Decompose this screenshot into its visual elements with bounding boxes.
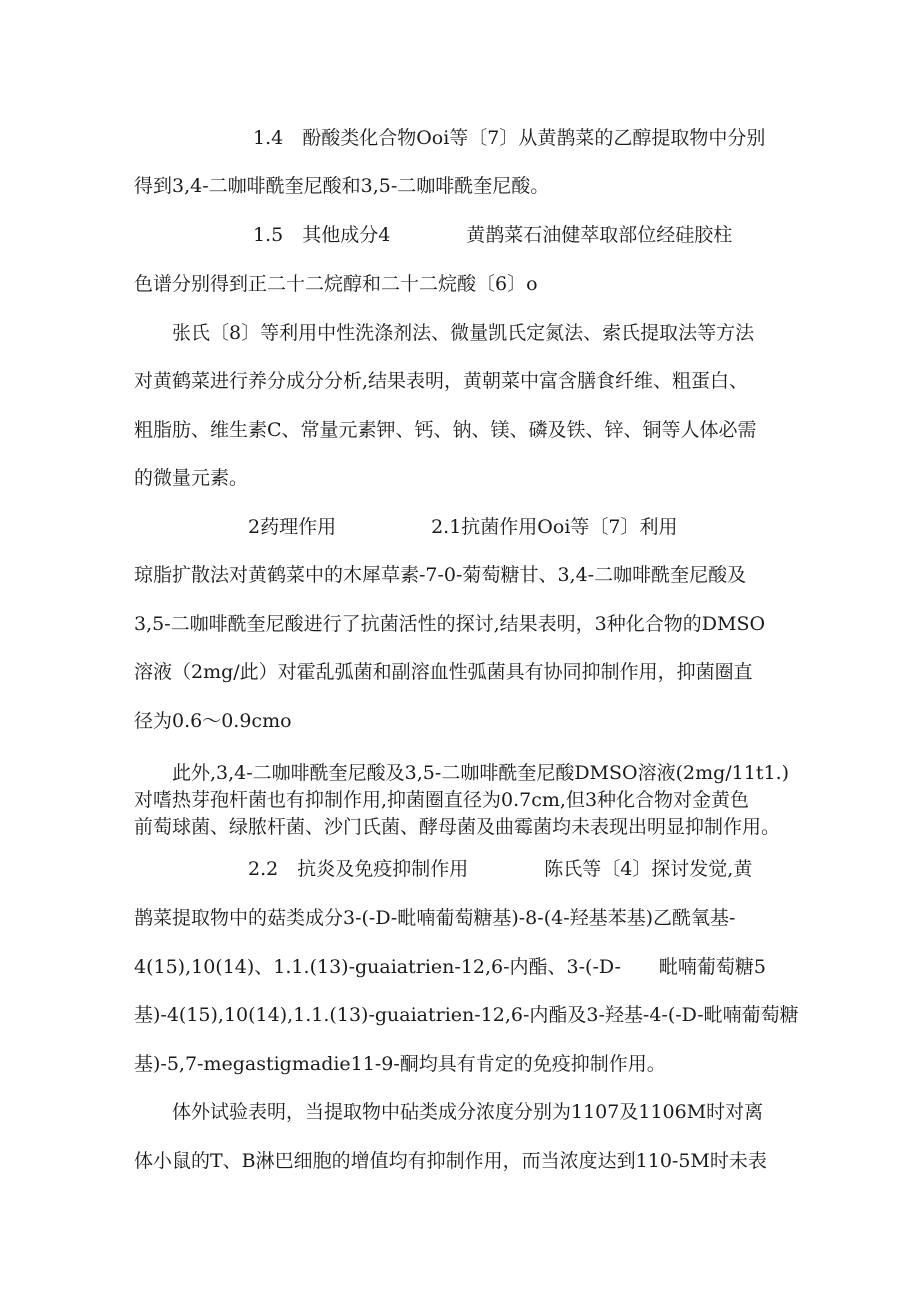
text-line-2: 得到3,4-二咖啡酰奎尼酸和3,5-二咖啡酰奎尼酸。 [134,175,550,197]
text-line-17: 2.2 抗炎及免疫抑制作用 陈氏等〔4〕探讨发觉,黄 [248,858,753,880]
text-line-12: 溶液（2mg/此）对霍乱弧菌和副溶血性弧菌具有协同抑制作用，抑菌圈直 [134,661,753,683]
text-line-16: 前萄球菌、绿脓杆菌、沙门氏菌、酵母菌及曲霉菌均未表现出明显抑制作用。 [134,816,781,838]
text-line-1: 1.4 酚酸类化合物Ooi等〔7〕从黄鹊菜的乙醇提取物中分别 [253,127,766,149]
text-line-6: 对黄鹤菜进行养分成分分析,结果表明，黄朝菜中富含膳食纤维、粗蛋白、 [134,370,749,392]
text-line-9: 2药理作用 2.1抗菌作用Ooi等〔7〕利用 [248,516,678,538]
text-line-19: 4(15),10(14)、1.1.(13)-guaiatrien-12,6-内酯、3-(-D- 毗喃葡萄糖5 [134,956,766,978]
text-line-20: 基)-4(15),10(14),1.1.(13)-guaiatrien-12,6-内酯及3-羟基-4-(-D-毗喃葡萄糖 [134,1004,799,1026]
text-line-15: 对嗜热芽孢杆菌也有抑制作用,抑菌圈直径为0.7cm,但3种化合物对金黄色 [134,789,750,811]
text-line-11: 3,5-二咖啡酰奎尼酸进行了抗菌活性的探讨,结果表明，3种化合物的DMSO [134,613,766,635]
text-line-3: 1.5 其他成分4 黄鹊菜石油健萃取部位经硅胶柱 [253,224,733,246]
text-line-21: 基)-5,7-megastigmadie11-9-酮均具有肯定的免疫抑制作用。 [134,1053,666,1075]
text-line-10: 琼脂扩散法对黄鹤菜中的木犀草素-7-0-菊萄糖甘、3,4-二咖啡酰奎尼酸及 [134,564,747,586]
text-line-8: 的微量元素。 [134,467,249,489]
text-line-23: 体小鼠的T、B淋巴细胞的增值均有抑制作用，而当浓度达到110-5M时未表 [134,1150,767,1172]
text-line-7: 粗脂肪、维生素C、常量元素钾、钙、钠、镁、磷及铁、锌、铜等人体必需 [134,419,757,441]
text-line-14: 此外,3,4-二咖啡酰奎尼酸及3,5-二咖啡酰奎尼酸DMSO溶液(2mg/11t1.) [172,762,790,784]
text-line-5: 张氏〔8〕等利用中性洗涤剂法、微量凯氏定氮法、索氏提取法等方法 [172,322,755,344]
text-line-18: 鹊菜提取物中的菇类成分3-(-D-毗喃葡萄糖基)-8-(4-羟基苯基)乙酰氧基- [134,907,736,929]
text-line-4: 色谱分别得到正二十二烷醇和二十二烷酸〔6〕o [134,273,538,295]
text-line-13: 径为0.6～0.9cmo [134,710,292,732]
text-line-22: 体外试验表明，当提取物中砧类成分浓度分别为1107及1106M时对离 [172,1101,764,1123]
